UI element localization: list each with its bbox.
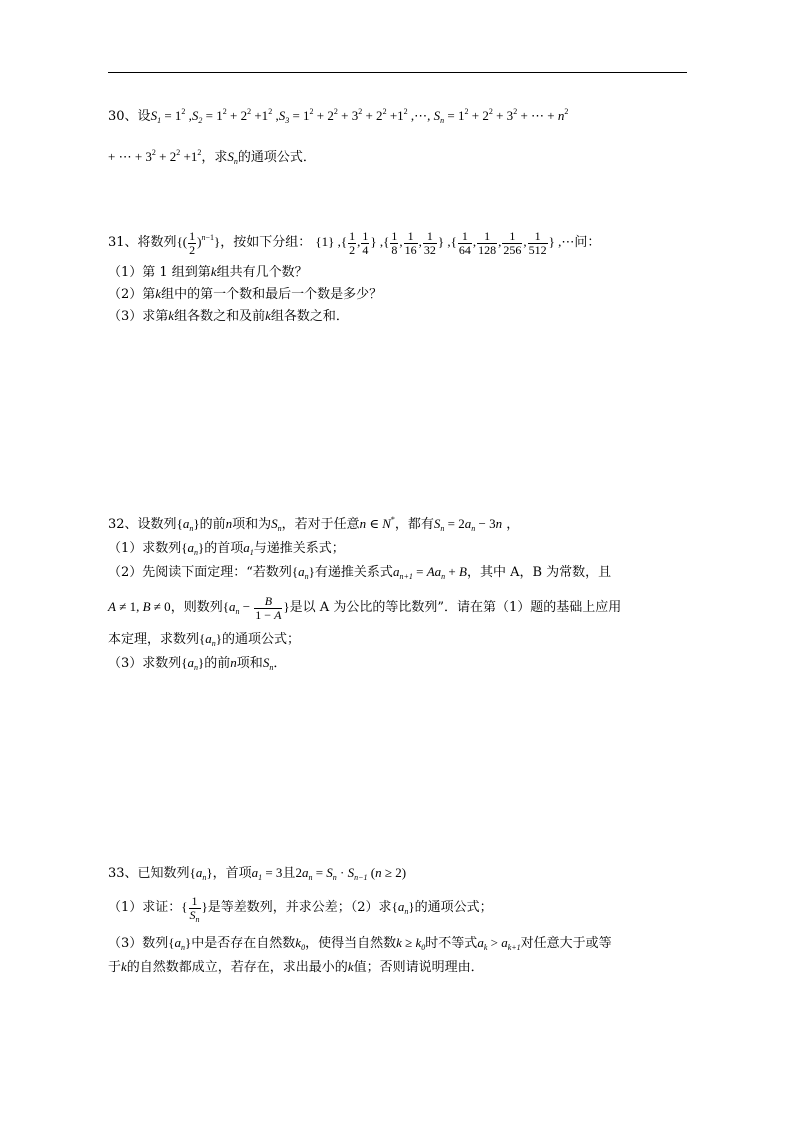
question-31-part-3: （3）求第k组各数之和及前k组各数之和． [108,308,349,324]
question-number: 31、 [108,235,138,250]
part-text: ，使得当自然数 [305,936,397,951]
question-text: ，首项 [212,866,252,881]
part-text: 是等差数列，并求公差；（2）求 [207,900,392,915]
part-text: 时不等式 [425,936,478,951]
question-32-part-2-end: 本定理，求数列$\{a_n\}$的通项公式； [108,631,301,648]
question-32-part-2: （2）先阅读下面定理：“若数列$\{a_n\}$有递推关系式$a_{n+1} = Aa_n + B$，其中 A，B 为常数，且 [108,564,612,581]
question-text: 已知数列 [137,866,190,881]
part-text: （1）第 1 组到第 [108,265,211,280]
question-number: 32、 [108,517,138,532]
formula-sn: $S_n$ [227,149,238,166]
part-text: 值；否则请说明理由． [353,960,484,975]
question-32-part-2-cont: A ≠ 1, B ≠ 0，则数列{$a_n$ − $\frac{B}{1 - A}$ }是以 A 为公比的等比数列”．请在第（1）题的基础上应用 [108,593,622,622]
question-32-line-1: 32、设数列$\{a_n\}$的前n项和为$S_n$，若对于任意n ∈ N*，都有$S_n = 2a_n - 3n$ ， [108,515,520,533]
question-text: 的前 [199,517,226,532]
part-text: 中是否存在自然数 [191,936,296,951]
part-text: 的通项公式； [414,900,493,915]
part-text: 组共有几个数？ [216,265,308,280]
question-32-part-3: （3）求数列$\{a_n\}$的前n项和$S_n$． [108,655,287,672]
part-text: 本定理，求数列 [108,632,200,647]
part-text: 与递推关系式； [253,541,345,556]
part-text: 的首项 [204,541,244,556]
part-text: （2）第 [108,287,156,302]
question-text: ，都有 [394,517,434,532]
formula-sn-tail: + ⋯ + $3^2 + 2^2 +1^2$ [108,148,202,164]
question-text: 问： [574,235,601,250]
question-33-part-3-cont: 于k的自然数都成立，若存在，求出最小的k值；否则请说明理由． [108,959,484,975]
question-number: 33、 [108,866,138,881]
question-number: 30、 [108,109,138,124]
part-text: 对任意大于或等 [520,936,612,951]
part-text: 于 [108,960,122,975]
part-text: 组各数之和． [270,309,349,324]
question-text: ，若对于任意 [281,517,360,532]
part-text: 的通项公式； [222,632,301,647]
formula-s1-s2-s3-sn: $S_1 = 1^2$ $,S_2 = 1^2 + 2^2 +1^2$ $,S_3 = 1^2 + 2^2 + 3^2 + 2^2 +1^2$ ,⋯, $S_n = 1^2 + 2^2 + 3^2$ + ⋯ + $n^2$ [150,107,569,125]
part-text: 的前 [204,656,231,671]
question-text: 项和为 [232,517,272,532]
part-text: （3）数列 [108,936,169,951]
question-text: 设数列 [137,517,177,532]
part-text: ，其中 A，B 为常数，且 [466,565,612,580]
question-text: 设 [137,109,151,124]
part-text: 组各数之和及前 [174,309,266,324]
question-text: 将数列 [137,235,177,250]
part-text: 项和 [236,656,263,671]
header-rule [108,72,687,73]
part-text: 组中的第一个数和最后一个数是多少？ [161,287,383,302]
question-31-part-2: （2）第k组中的第一个数和最后一个数是多少？ [108,286,383,302]
question-31-part-1: （1）第 1 组到第k组共有几个数？ [108,264,308,280]
question-text: ，按如下分组： [220,235,312,250]
part-text: （1）求证： [108,900,182,915]
question-text: ，求 [201,150,228,165]
question-30-line-2 [108,147,316,168]
question-text: 且 [282,866,296,881]
question-33-line-1: 33、已知数列$\{a_n\}$，首项$a_1 = 3$且$2a_n = S_n \cdot S_{n-1}$ (n ≥ 2) [108,865,407,882]
question-32-part-1: （1）求数列$\{a_n\}$的首项$a_1$与递推关系式； [108,540,345,557]
part-text: ，则数列 [170,600,223,615]
formula-groups: {1} ,{ $\frac{1}{2}$ , $\frac{1}{4}$ } ,{ $\frac{1}{8}$ , $\frac{1}{16}$ , $\frac{1}{32}$ } ,{ $\frac{1}{64}$ , $\frac{1}{128}$ , $\frac{1}{256}$ , $\frac{1}{512}$ } ,⋯ [315,228,575,257]
part-text: （3）求第 [108,309,169,324]
part-text: 有递推关系式 [314,565,393,580]
question-33-part-3: （3）数列$\{a_n\}$中是否存在自然数$k_0$，使得当自然数$k \ge k_0$时不等式$a_k > a_{k+1}$对任意大于或等 [108,935,612,952]
question-31-line-1 [108,225,600,260]
question-33-part-1: （1）求证：{ $\frac{1}{S_n}$ }是等差数列，并求公差；（2）求$\{a_n\}$的通项公式； [108,893,493,924]
part-text: （2）先阅读下面定理：“若数列 [108,565,292,580]
part-text: 是以 A 为公比的等比数列”．请在第（1）题的基础上应用 [289,600,622,615]
part-text: （1）求数列 [108,541,182,556]
part-text: （3）求数列 [108,656,182,671]
formula-sequence: {( $\frac{1}{2}$ )$^{n-1}$} [176,228,221,257]
question-30-line-1 [108,106,568,127]
question-text: 的通项公式． [237,150,316,165]
part-text: 的自然数都成立，若存在，求出最小的 [126,960,348,975]
